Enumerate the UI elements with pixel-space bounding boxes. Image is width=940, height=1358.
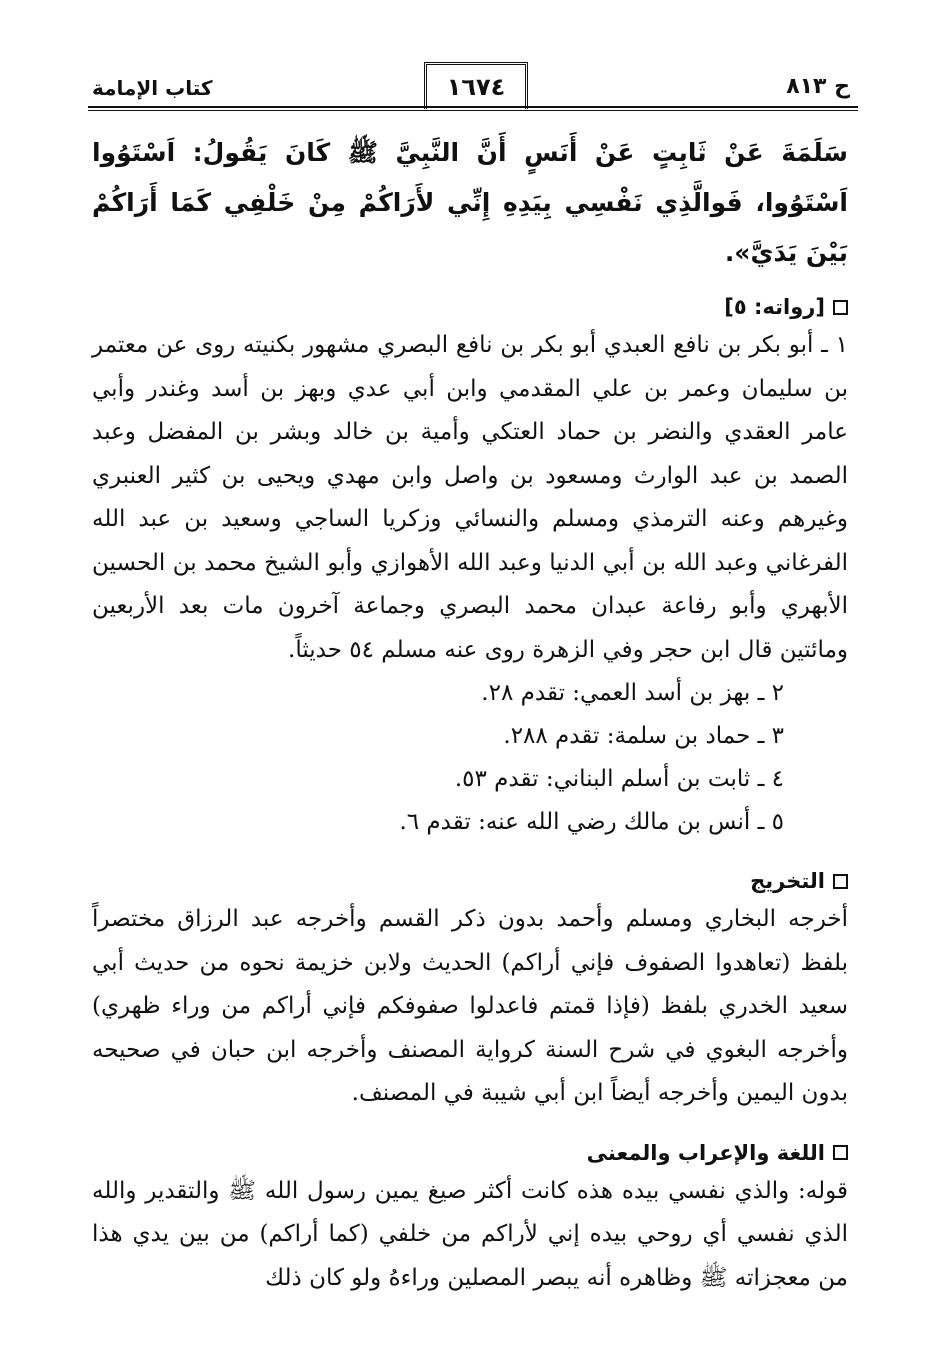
narrator-item: ٥ ـ أنس بن مالك رضي الله عنه: تقدم ٦. (399, 809, 784, 835)
narrators-heading (92, 290, 848, 324)
language-heading (92, 1136, 848, 1170)
header-rule (88, 106, 858, 108)
narrator-item: ٣ ـ حماد بن سلمة: تقدم ٢٨٨. (503, 723, 784, 749)
language-text: قوله: والذي نفسي بيده هذه كانت أكثر صيغ يمين رسول الله ﷺ والتقدير والله الذي نفسي أي روحي بيده إني لأراكم من خلفي (كما أراكم) من بين يدي هذا من معجزاته ﷺ وظاهره أنه يبصر المصلين وراءهُ ولو كان ذلك (92, 1177, 848, 1291)
narrator-1-paragraph: ١ ـ أبو بكر بن نافع العبدي أبو بكر بن نافع البصري مشهور بكنيته روى عن معتمر بن سليمان وعمر بن علي المقدمي وابن أبي عدي وبهز بن أسد وغندر وأبي عامر العقدي والنضر بن حماد العتكي وأمية بن خالد وبشر بن المفضل وعبد الصمد بن عبد الوارث ومسعود بن واصل وابن مهدي ويحيى بن كثير العنبري وغيرهم وعنه الترمذي ومسلم والنسائي وزكريا الساجي وسعيد بن عبد الله الفرغاني وعبد الله بن أبي الدنيا وعبد الله الأهوازي وأبو الشيخ محمد بن الحسين الأبهري وأبو رفاعة عبدان محمد البصري وجماعة آخرون مات بعد الأربعين ومائتين قال ابن حجر وفي الزهرة روى عنه مسلم ٥٤ حديثاً. (92, 332, 848, 663)
narrators-title: [رواته: ٥] (724, 295, 825, 319)
square-bullet-icon (833, 300, 848, 315)
page-number: ١٦٧٤ (424, 62, 528, 109)
language-title: اللغة والإعراب والمعنى (586, 1140, 825, 1165)
narrators-section (92, 290, 848, 844)
narrator-item: ٢ ـ بهز بن أسد العمي: تقدم ٢٨. (481, 680, 784, 706)
page-content (92, 128, 848, 1300)
square-bullet-icon (833, 874, 848, 889)
square-bullet-icon (833, 1145, 848, 1160)
narrator-list (92, 672, 848, 844)
hadith-text: سَلَمَةَ عَنْ ثَابِتٍ عَنْ أَنَسٍ أَنَّ النَّبِيَّ ﷺ كَانَ يَقُولُ: اَسْتَوُوا اَسْتَوُوا، فَوالَّذِي نَفْسِي بِيَدِهِ إِنِّي لأَرَاكُمْ مِنْ خَلْفِي كَمَا أَرَاكُمْ بَيْنَ يَدَيَّ». (92, 138, 848, 267)
page-header (88, 62, 858, 112)
takhrij-heading (92, 864, 848, 898)
hadith-reference: ح ٨١٣ (786, 74, 850, 99)
takhrij-text: أخرجه البخاري ومسلم وأحمد بدون ذكر القسم وأخرجه عبد الرزاق مختصراً بلفظ (تعاهدوا الصفوف فإني أراكم) الحديث ولابن خزيمة نحوه من حديث أبي سعيد الخدري بلفظ (فإذا قمتم فاعدلوا صفوفكم فإني أراكم من وراء ظهري) وأخرجه البغوي في شرح السنة كرواية المصنف وأخرجه ابن حبان في صحيحه بدون اليمين وأخرجه أيضاً ابن أبي شيبة في المصنف. (92, 906, 848, 1106)
narrator-item: ٤ ـ ثابت بن أسلم البناني: تقدم ٥٣. (454, 766, 784, 792)
takhrij-section (92, 864, 848, 1116)
takhrij-title: التخريج (750, 869, 825, 893)
book-title: كتاب الإمامة (92, 76, 213, 100)
language-section (92, 1136, 848, 1301)
header-rule-thin (88, 110, 858, 111)
